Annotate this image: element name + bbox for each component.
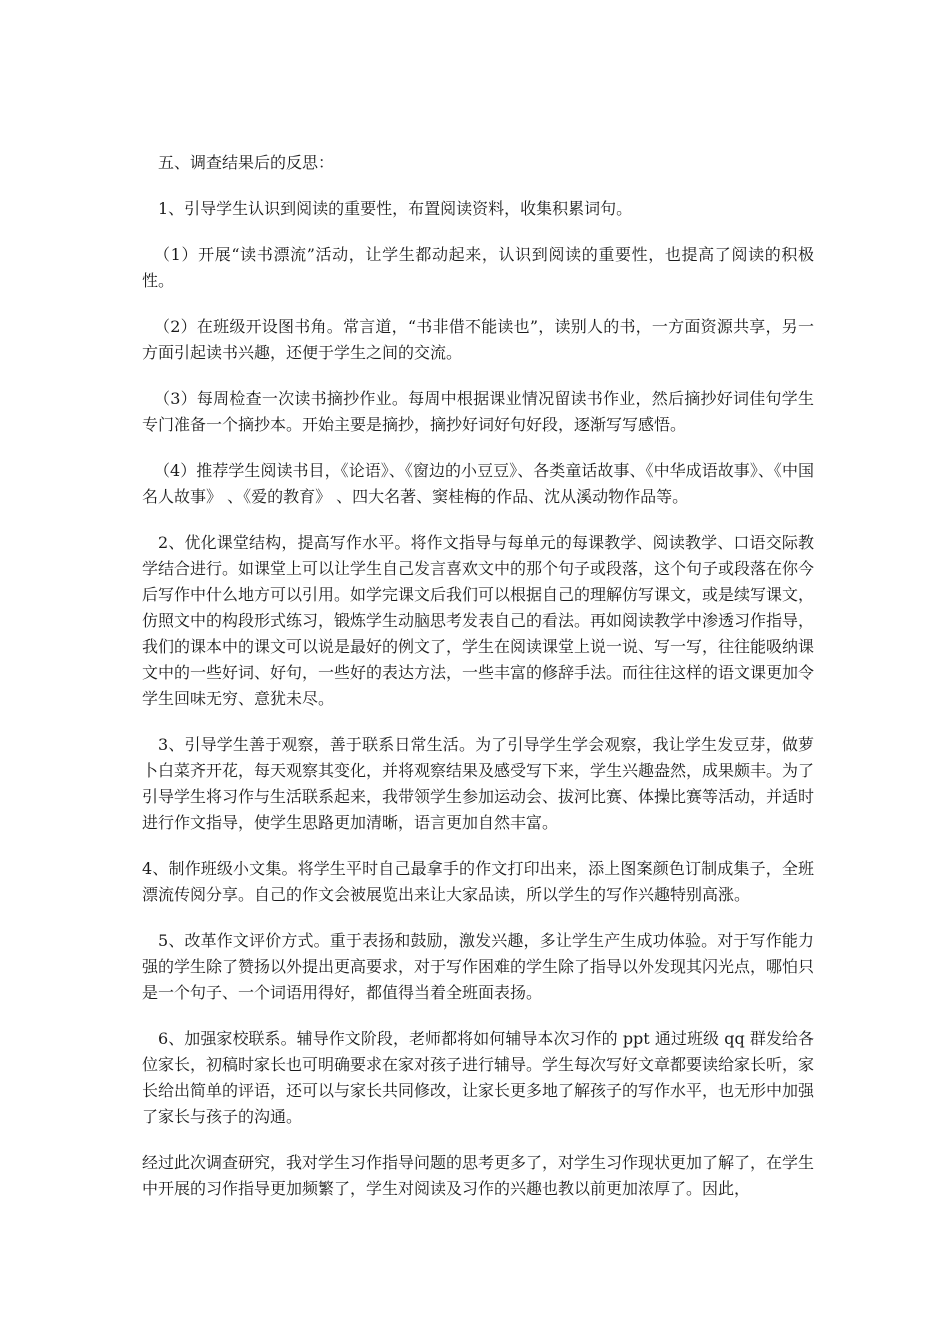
paragraph-item-3: 3、引导学生善于观察，善于联系日常生活。为了引导学生学会观察，我让学生发豆芽，做萝卜白菜齐开花，每天观察其变化，并将观察结果及感受写下来，学生兴趣盎然，成果颇丰。为了引导学生将习作与生活联系起来，我带领学生参加运动会、拔河比赛、体操比赛等活动，并适时进行作文指导，使学生思路更加清晰，语言更加自然丰富。 [142,735,815,832]
section-heading: 五、调查结果后的反思： [158,153,335,172]
paragraph-item-5: 5、改革作文评价方式。重于表扬和鼓励，激发兴趣，多让学生产生成功体验。对于写作能力强的学生除了赞扬以外提出更高要求，对于写作困难的学生除了指导以外发现其闪光点，哪怕只是一个句子、一个词语用得好，都值得当着全班面表扬。 [142,931,815,1002]
paragraph-subitem-4: （4）推荐学生阅读书目，《论语》、《窗边的小豆豆》、各类童话故事、《中华成语故事》、《中国名人故事》 、《爱的教育》 、四大名著、窦桂梅的作品、沈从溪动物作品等。 [142,461,814,506]
paragraph-item-6: 6、加强家校联系。辅导作文阶段，老师都将如何辅导本次习作的 ppt 通过班级 qq 群发给各位家长，初稿时家长也可明确要求在家对孩子进行辅导。学生每次写好文章都要读给家长听，家长给出简单的评语，还可以与家长共同修改，让家长更多地了解孩子的写作水平，也无形中加强了家长与孩子的沟通。 [142,1029,815,1126]
paragraph-item-2: 2、优化课堂结构，提高写作水平。将作文指导与每单元的每课教学、阅读教学、口语交际教学结合进行。如课堂上可以让学生自己发言喜欢文中的那个句子或段落，这个句子或段落在你今后写作中什么地方可以引用。如学完课文后我们可以根据自己的理解仿写课文，或是续写课文，仿照文中的构段形式练习，锻炼学生动脑思考发表自己的看法。再如阅读教学中渗透习作指导，我们的课本中的课文可以说是最好的例文了，学生在阅读课堂上说一说、写一写，往往能吸纳课文中的一些好词、好句，一些好的表达方法，一些丰富的修辞手法。而往往这样的语文课更加令学生回味无穷、意犹未尽。 [142,533,815,708]
document-body [142,150,814,1222]
paragraph-subitem-1: （1）开展“读书漂流”活动，让学生都动起来，认识到阅读的重要性，也提高了阅读的积极性。 [142,245,814,290]
paragraph-item-4: 4、制作班级小文集。将学生平时自己最拿手的作文打印出来，添上图案颜色订制成集子，全班漂流传阅分享。自己的作文会被展览出来让大家品读，所以学生的写作兴趣特别高涨。 [142,859,814,904]
paragraph-item-1: 1、引导学生认识到阅读的重要性，布置阅读资料，收集积累词句。 [158,199,633,218]
paragraph-subitem-2: （2）在班级开设图书角。常言道，“书非借不能读也”，读别人的书，一方面资源共享，另一方面引起读书兴趣，还便于学生之间的交流。 [142,317,814,362]
paragraph-conclusion: 经过此次调查研究，我对学生习作指导问题的思考更多了，对学生习作现状更加了解了，在学生中开展的习作指导更加频繁了，学生对阅读及习作的兴趣也教以前更加浓厚了。因此， [142,1153,815,1198]
paragraph-subitem-3: （3）每周检查一次读书摘抄作业。每周中根据课业情况留读书作业，然后摘抄好词佳句学生专门准备一个摘抄本。开始主要是摘抄，摘抄好词好句好段，逐渐写写感悟。 [142,389,814,434]
